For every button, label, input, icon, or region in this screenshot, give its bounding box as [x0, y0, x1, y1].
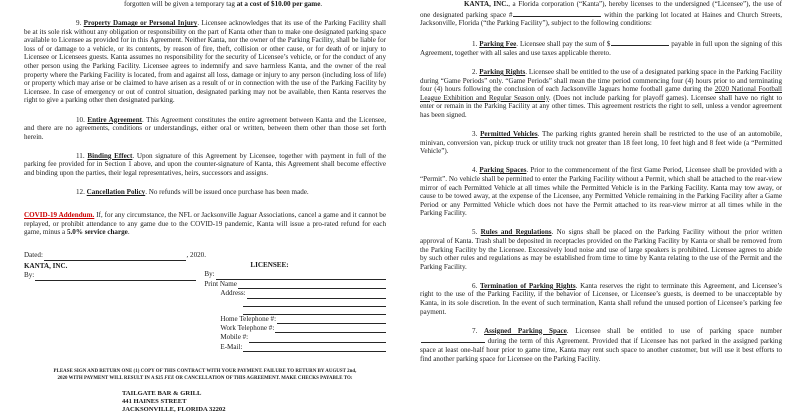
email-label: E-Mail: [220, 342, 243, 351]
section-10-heading: Entire Agreement [87, 115, 143, 124]
section-5-number: 5. [472, 228, 478, 237]
print-name-row [204, 280, 386, 289]
company-name: KANTA, INC. [24, 261, 68, 270]
licensee-by-label: By: [204, 270, 215, 279]
mobile-row [204, 333, 386, 342]
assigned-space-number-line[interactable] [421, 335, 485, 343]
carryover-paragraph [24, 0, 386, 9]
covid-addendum [24, 211, 386, 237]
spacer [24, 202, 386, 211]
section-7-body-b: during the term of this Agreement. Provided that if Licensee has not parked in the assigned parking space at least one-half hour prior to game time, Kanta may rent such space to another customer, but will use it best efforts to find another parking space for Licensee on the Parking Facility. [420, 337, 782, 363]
email-input-line[interactable] [243, 344, 386, 352]
company-signature-column [24, 261, 196, 352]
section-5-heading: Rules and Regulations [480, 228, 552, 237]
address-input-line-3[interactable] [243, 307, 386, 315]
section-1-body-b: payable in full upon the signing of this Agreement, together with all sales and use taxes applicable thereto. [420, 40, 783, 57]
mobile-label: Mobile #: [220, 333, 249, 342]
section-9 [24, 19, 386, 105]
section-7-number: 7. [472, 326, 478, 335]
payee-address-block [24, 390, 386, 415]
section-5 [420, 228, 782, 271]
section-9-heading: Property Damage or Personal Injury [83, 19, 198, 28]
preamble-text-b: within the parking lot located at Haines and Church Streets, Jacksonville, Florida (“the Parking Facility”), subject to the following conditions: [420, 10, 782, 28]
email-row [204, 343, 386, 352]
section-2-number: 2. [472, 67, 478, 76]
covid-addendum-body-1: If, for any circumstance, the NFL or Jacksonville Jaguar Associations, cancel a game and it cannot be replayed, or prohibit attendance to any game due to the COVID-19 pandemic, Kanta will issue a pro-rated refund for each game, minus a [24, 211, 386, 237]
dated-row [24, 251, 206, 260]
footer-notice-line-2 [30, 376, 380, 382]
parking-fee-amount-line[interactable] [611, 38, 669, 46]
section-1-number: 1. [472, 40, 478, 49]
section-3-heading: Permitted Vehicles [480, 130, 538, 139]
spacer [24, 242, 386, 251]
section-10 [24, 116, 386, 142]
work-phone-label: Work Telephone #: [220, 323, 275, 332]
parking-space-number-line[interactable] [513, 9, 601, 17]
section-2-body-a: . Licensee shall be entitled to the use of a designated parking space in the Parking Facility during “Game Periods” only. “Game Periods” shall mean the time period commencing four (4) hours prior to and terminating four (4) hours following the conclusion of each Jacksonville Jaguars home football game during the [420, 67, 783, 94]
footer-notice [24, 369, 386, 382]
licensee-by-row [204, 270, 386, 279]
covid-addendum-heading: COVID-19 Addendum. [24, 211, 95, 220]
company-by-label: By: [24, 271, 35, 280]
section-6-heading: Termination of Parking Rights [480, 281, 576, 290]
company-by-row [24, 271, 196, 280]
section-4-number: 4. [472, 166, 478, 175]
section-1-heading: Parking Fee [479, 40, 517, 49]
payee-city-state-zip: JACKSONVILLE, FLORIDA 32202 [122, 406, 226, 414]
section-3-body: . The parking rights granted herein shall be restricted to the use of an automobile, minivan, conversion van, pickup truck or utility truck not greater than 18 feet long, 10 feet high and 8 feet wide (a “Permitted Vehicle”). [420, 130, 782, 156]
section-12-body: . No refunds will be issued once purchase has been made. [145, 188, 309, 197]
section-2-season-clause: 2020 National Football League Exhibition and Regular Season only [420, 85, 782, 102]
section-7-body-a: . Licensee shall be entitled to use of parking space number [566, 326, 783, 335]
section-9-number: 9. [76, 19, 82, 28]
section-2-heading: Parking Rights [479, 67, 526, 76]
section-10-body: . This Agreement constitutes the entire agreement between Kanta and the Licensee, and there are no agreements, conditions or understandings, either oral or written, between them other than those set forth herein. [24, 115, 386, 141]
carryover-tail: . [320, 0, 323, 8]
section-5-body: . No signs shall be placed on the Parking Facility without the prior written approval of Kanta. Trash shall be deposited in receptacles provided on the Parking Facility by Kanta or shall be removed from the Parking Facility by the Licensee. Excessively loud noise and use of large speakers is prohibited. Licensee agrees to abide by such other rules and regulations as may be established from time to time by Kanta relating to the use of the Permit and the Parking Facility. [420, 228, 782, 271]
footer-notice-line-2-post: OR CANCELLATION OF THIS AGREEMENT. MAKE CHECKS PAYABLE TO: [174, 375, 353, 381]
dated-input-line[interactable] [44, 253, 187, 261]
covid-service-charge: 5.0% service charge [66, 228, 128, 237]
address-input-line-1[interactable] [247, 291, 386, 299]
covid-addendum-body-2: . [127, 228, 130, 237]
payee-street: 441 HAINES STREET [122, 398, 187, 406]
section-3 [420, 130, 782, 156]
preamble-company: KANTA, INC. [464, 0, 509, 8]
work-phone-input-line[interactable] [275, 325, 386, 333]
section-7 [420, 327, 782, 363]
section-11 [24, 152, 386, 178]
address-row-2 [204, 299, 386, 307]
section-11-number: 11. [76, 151, 85, 160]
section-6-body: . Kanta reserves the right to terminate this Agreement, and Licensee’s right to the use of the Parking Facility, if the behavior of Licensee, or Licensee’s guests, is deemed to be unacceptable by Kanta, in its sole discretion. In the event of such termination, Kanta shall refund the unused portion of Licensee’s parking fee payment. [420, 281, 783, 316]
dated-label: Dated: [24, 251, 43, 260]
section-10-number: 10. [76, 115, 85, 124]
address-row [204, 289, 386, 298]
signature-block [24, 251, 386, 352]
dated-year: , 2020. [186, 251, 206, 260]
payee-name: TAILGATE BAR & GRILL [122, 389, 202, 397]
footer-notice-line-2-pre: 2020 WITH PAYMENT WILL RESULT IN A $25 [57, 375, 165, 381]
print-name-input-line[interactable] [238, 281, 386, 289]
section-4-body: . Prior to the commencement of the first Game Period, Licensee shall be provided with a “Permit”. No vehicle shall be permitted to enter the Parking Facility without a Permit, which shall be attached to the rear-view mirror of each Permitted Vehicle at all times while the Permitted Vehicle is in the Parking Facility. Kanta may tow away, or cause to be towed away, at the expense of the Licensee, any Permitted Vehicle remaining in the Parking Facility after a Game Period or any Permitted Vehicle which does not have the Permit attached to its rear-view mirror at all times while in the Parking Facility. [420, 166, 782, 218]
home-phone-row [204, 315, 386, 324]
print-name-label: Print Name [204, 279, 237, 288]
left-column [0, 0, 400, 414]
licensee-title: LICENSEE: [250, 260, 289, 269]
signature-columns [24, 261, 386, 352]
footer-notice-line-1: PLEASE SIGN AND RETURN ONE (1) COPY OF THIS CONTRACT WITH YOUR PAYMENT. FAILURE TO RETURN BY AUGUST 2nd, [53, 369, 357, 375]
section-3-number: 3. [472, 130, 478, 139]
section-9-body: . Licensee acknowledges that its use of the Parking Facility shall be at its sole risk without any obligation or responsibility on the part of Kanta other than to make one designated parking space available to Licensee as provided for in this Agreement. Neither Kanta, nor the owner of the Parking Facility, shall be liable for loss of or damage to a vehicle, or its contents, by reason of fire, theft, collision or other cause, or for death of or injury to Licensee or Licensees guests. Kanta assumes no responsibility for the security of Licensee’s vehicle, or for the conduct of any other person using the Parking Facility. Licensee agrees to indemnify and save harmless Kanta, and the owner of the real property where the Parking Facility is located, from and against all loss, damage or injury to any person (including loss of life) or property which may arise or be claimed to have arisen as a result of or in connection with the use of the Parking Facility by Licensee. In case of emergency or out of control situation, designated parking may not be available, then Kanta reserves the right to give a parking other then designated parking. [24, 19, 386, 105]
section-2-body-b: . (Does not include parking for playoff games). Licensee shall have no right to enter or remain in the Parking Facility at any other times. This agreement restricts the right to sell, unless a vendor agreement has been signed. [420, 93, 782, 119]
section-1-body-a: . Licensee shall pay the sum of $ [516, 40, 611, 49]
section-2 [420, 68, 782, 120]
section-4-heading: Parking Spaces [479, 166, 527, 175]
footer-notice-fee: FEE [164, 375, 175, 381]
home-phone-label: Home Telephone #: [220, 314, 277, 323]
section-12-number: 12. [76, 188, 85, 197]
preamble-paragraph [420, 0, 782, 28]
section-6-number: 6. [472, 281, 478, 290]
section-11-body: . Upon signature of this Agreement by Licensee, together with payment in full of the parking fee provided for in Section 1 above, and upon the counter-signature of Kanta, this Agreement shall become effective and binding upon the parties, their legal representatives, heirs, successors and assigns. [24, 151, 386, 177]
licensee-signature-line[interactable] [216, 272, 386, 280]
section-11-heading: Binding Effect [87, 151, 133, 160]
section-6 [420, 282, 782, 316]
address-label: Address: [220, 289, 246, 298]
section-7-heading: Assigned Parking Space [484, 326, 567, 335]
company-signature-line[interactable] [35, 273, 196, 281]
carryover-bold: at a cost of $10.00 per game [236, 0, 321, 8]
home-phone-input-line[interactable] [277, 316, 386, 324]
mobile-input-line[interactable] [249, 335, 386, 343]
address-row-3 [204, 307, 386, 315]
right-column [400, 0, 800, 400]
address-input-line-2[interactable] [243, 299, 386, 307]
carryover-plain: forgotten will be given a temporary tag [124, 0, 237, 8]
section-1 [420, 38, 782, 57]
work-phone-row [204, 324, 386, 333]
section-12-heading: Cancellation Policy [86, 188, 146, 197]
licensee-signature-column [204, 261, 386, 352]
section-12 [24, 188, 386, 197]
section-4 [420, 166, 782, 218]
preamble-text-a: , a Florida corporation (“Kanta”), hereby licenses to the undersigned (“Licensee”), the use of one designated parking space # [420, 0, 783, 19]
